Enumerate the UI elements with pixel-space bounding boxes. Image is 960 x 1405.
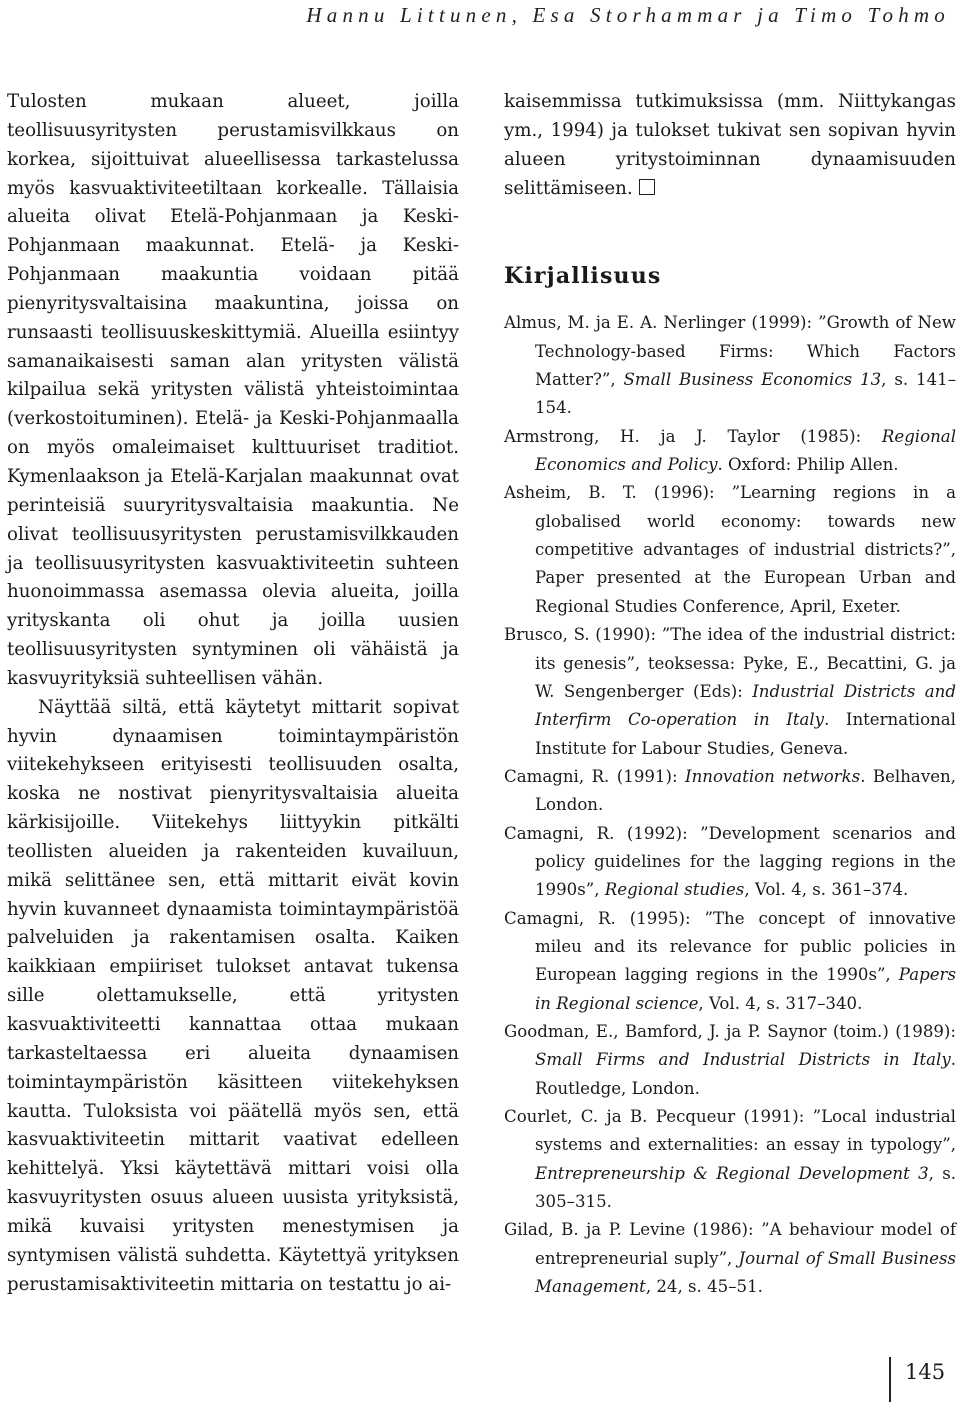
body-paragraph: Tulosten mukaan alueet, joilla teollisuusyritysten perustamisvilkkaus on korkea, sijoittuivat alueellisessa tarkastelussa myös kasvuaktiviteetiltaan korkealle. Tällaisia alueita olivat Etelä-Pohjanmaan ja Keski-Pohjanmaan maakunnat. Etelä- ja Keski-Pohjanmaan maakuntia voidaan pitää pienyritysvaltaisina maakuntina, joissa on runsaasti teollisuuskeskittymiä. Alueilla esiintyy samanaikaisesti saman alan yritysten välistä kilpailua sekä yritysten välistä yhteistoimintaa (verkostoituminen). Etelä- ja Keski-Pohjanmaalla on myös omaleimaiset kulttuuriset traditiot. Kymenlaakson ja Etelä-Karjalan maakunnat ovat perinteisiä suuryritysvaltaisia maakuntia. Ne olivat teollisuusyritysten perustamisvilkkauden ja teollisuusyritysten kasvuaktiviteetin suhteen huonoimmassa asemassa olevia alueita, joilla yrityskanta oli ohut ja joilla uusien teollisuusyritysten syntyminen oli vähäistä ja kasvuyrityksiä suhteellisen vähän.: [7, 91, 459, 689]
page-number: 145: [905, 1360, 946, 1384]
reference-text: Asheim, B. T. (1996): ”Learning regions in a globalised world economy: towards new competitive advantages of industrial districts?”, Paper presented at the European Urban and Regional Studies Conference, April, Exeter.: [504, 483, 956, 616]
end-of-article-square-icon: [639, 179, 655, 195]
footer-divider: [889, 1357, 891, 1402]
reference-title: Entrepreneurship & Regional Development 3: [535, 1163, 929, 1183]
reference-entry: [504, 621, 956, 763]
reference-entry: [504, 309, 956, 422]
reference-text: Almus, M. ja E. A. Nerlinger (1999): ”Growth of New Technology-based Firms: Which Factors Matter?”,: [504, 313, 956, 390]
body-paragraph: Näyttää siltä, että käytetyt mittarit sopivat hyvin dynaamisen toimintaympäristön viitekehykseen erityisesti teollisuuden osalta, koska ne nostivat pienyritysvaltaisia alueita kärkisijoille. Viitekehys liittyykin pitkälti teollisten alueiden ja rakenteiden kuvailuun, mikä selittänee sen, että mittarit eivät kovin hyvin kuvanneet dynaamista toimintaympäristöä palveluiden ja rakentamisen osalta. Kaiken kaikkiaan empiiriset tulokset antavat tukensa sille olettamukselle, että yritysten kasvuaktiviteetti kannattaa ottaa mukaan tarkasteltaessa eri alueita dynaamisen toimintaympäristön käsitteen viitekehyksen kautta. Tuloksista voi päätellä myös sen, että kasvuaktiviteetin mittarit vaativat edelleen kehittelyä. Yksi käytettävä mittari voisi olla kasvuyritysten osuus alueen uusista yrityksistä, mikä kuvaisi yritysten menestymisen ja syntymisen välistä suhdetta. Käytettyä yrityksen perustamisaktiviteetin mittaria on testattu jo ai-: [7, 696, 459, 1295]
reference-text: , s. 141–154.: [535, 370, 957, 418]
reference-entry: [504, 1018, 956, 1103]
reference-text: Camagni, R. (1991):: [504, 766, 686, 786]
reference-entry: [504, 1103, 956, 1216]
running-header: Hannu Littunen, Esa Storhammar ja Timo Tohmo: [306, 3, 950, 27]
reference-text: , Vol. 4, s. 361–374.: [744, 880, 909, 900]
reference-entry: [504, 905, 956, 1018]
reference-text: . International Institute for Labour Studies, Geneva.: [535, 710, 956, 758]
section-heading-references: Kirjallisuus: [504, 263, 662, 290]
reference-text: Armstrong, H. ja J. Taylor (1985):: [504, 426, 882, 446]
reference-entry: [504, 423, 956, 480]
reference-entry: [504, 479, 956, 621]
body-paragraph-continuation: [504, 88, 956, 203]
reference-text: Camagni, R. (1992): ”Development scenarios and policy guidelines for the lagging regions in the 1990s”,: [504, 823, 956, 900]
reference-title: Small Business Economics 13: [623, 370, 882, 390]
reference-entry: [504, 820, 956, 905]
reference-list: [504, 309, 956, 1301]
reference-text: Courlet, C. ja B. Pecqueur (1991): ”Local industrial systems and externalities: an essay in typology”,: [504, 1107, 956, 1155]
continuation-text: kaisemmissa tutkimuksissa (mm. Niittykangas ym., 1994) ja tulokset tukivat sen sopivan hyvin alueen yritystoiminnan dynaamisuuden selittämiseen.: [504, 91, 956, 199]
reference-title: Industrial Districts and Interfirm Co-operation in Italy: [535, 681, 956, 730]
reference-text: Goodman, E., Bamford, J. ja P. Saynor (toim.) (1989):: [504, 1021, 956, 1041]
reference-text: . Routledge, London.: [535, 1050, 956, 1098]
reference-text: , Vol. 4, s. 317–340.: [698, 993, 863, 1013]
reference-text: Brusco, S. (1990): ”The idea of the industrial district: its genesis”, teoksessa: Pyke, E., Becattini, G. ja W. Sengenberger (Eds):: [504, 625, 956, 701]
reference-text: , s. 305–315.: [535, 1163, 956, 1212]
reference-title: Papers in Regional science: [535, 965, 956, 1013]
reference-entry: [504, 763, 956, 820]
reference-title: Regional Economics and Policy: [535, 426, 956, 475]
reference-entry: [504, 1216, 956, 1301]
right-column: [504, 88, 956, 1301]
reference-title: Innovation networks: [685, 766, 861, 786]
reference-text: Camagni, R. (1995): ”The concept of innovative mileu and its relevance for public policies in European lagging regions in the 1990s”,: [504, 908, 956, 985]
reference-title: Journal of Small Business Management: [535, 1248, 956, 1297]
reference-text: . Belhaven, London.: [535, 766, 956, 815]
reference-text: , 24, s. 45–51.: [645, 1277, 763, 1297]
reference-title: Regional studies: [604, 880, 745, 900]
reference-title: Small Firms and Industrial Districts in Italy: [535, 1050, 951, 1070]
reference-text: . Oxford: Philip Allen.: [717, 455, 899, 475]
reference-text: Gilad, B. ja P. Levine (1986): ”A behaviour model of entrepreneurial suply”,: [504, 1220, 956, 1268]
left-column: [7, 88, 459, 1299]
